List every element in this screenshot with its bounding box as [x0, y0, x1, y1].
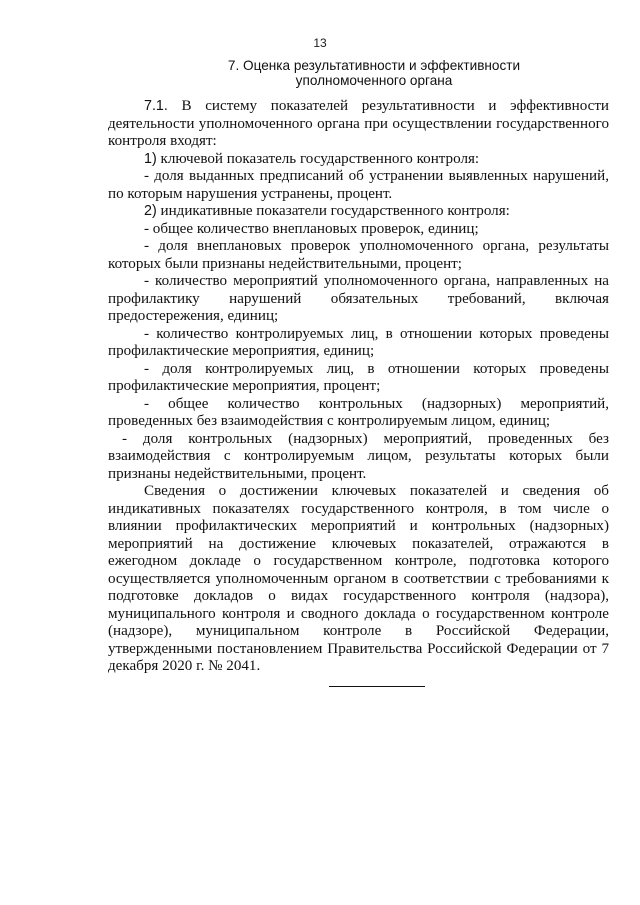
- list-item: - доля контрольных (надзорных) мероприятий, проведенных без взаимодействия с контролируемым лицом, результаты которых были признаны недействительными, процент.: [108, 430, 609, 482]
- list-item: - количество контролируемых лиц, в отношении которых проведены профилактические мероприятия, единиц;: [108, 325, 609, 359]
- end-rule: [329, 686, 425, 687]
- list-item: - общее количество контрольных (надзорных) мероприятий, проведенных без взаимодействия с контролируемым лицом, единиц;: [108, 395, 609, 429]
- paragraph-indicative-indicators: 2) индикативные показатели государственного контроля:: [144, 203, 510, 219]
- clause-number: 7.1.: [144, 98, 168, 114]
- section-title-line-2: уполномоченного органа: [295, 73, 453, 88]
- document-body: [108, 98, 609, 676]
- item-number: 1): [144, 150, 157, 167]
- section-title: [108, 58, 640, 88]
- page-number: 13: [313, 36, 327, 50]
- list-item: - доля выданных предписаний об устранении выявленных нарушений, по которым нарушения устранены, процент.: [108, 168, 609, 202]
- list-item: - доля контролируемых лиц, в отношении которых проведены профилактические мероприятия, процент;: [108, 360, 609, 394]
- list-item: - количество мероприятий уполномоченного органа, направленных на профилактику нарушений обязательных требований, включая предостережения, единиц;: [108, 273, 609, 324]
- paragraph-reporting: Сведения о достижении ключевых показателей и сведения об индикативных показателях государственного контроля, в том числе о влиянии профилактических мероприятий и контрольных (надзорных) мероприятий на достижение ключевых показателей, отражаются в ежегодном докладе о государственном контроле, подготовка которого осуществляется уполномоченным органом в соответствии с требованиями к подготовке докладов о видах государственного контроля (надзора), муниципального контроля и сводного доклада о государственном контроле (надзоре), муниципальном контроле в Российской Федерации, утвержденными постановлением Правительства Российской Федерации от 7 декабря 2020 г. № 2041.: [108, 483, 609, 674]
- list-item: - общее количество внеплановых проверок, единиц;: [144, 220, 479, 237]
- paragraph-7-1: 7.1. В систему показателей результативности и эффективности деятельности уполномоченного органа при осуществлении государственного контроля входят:: [108, 98, 609, 149]
- section-title-line-1: 7. Оценка результативности и эффективности: [227, 58, 521, 73]
- list-item: - доля внеплановых проверок уполномоченного органа, результаты которых были признаны недействительными, процент;: [108, 238, 609, 272]
- paragraph-key-indicator: 1) ключевой показатель государственного контроля:: [144, 150, 480, 167]
- item-number: 2): [144, 203, 157, 219]
